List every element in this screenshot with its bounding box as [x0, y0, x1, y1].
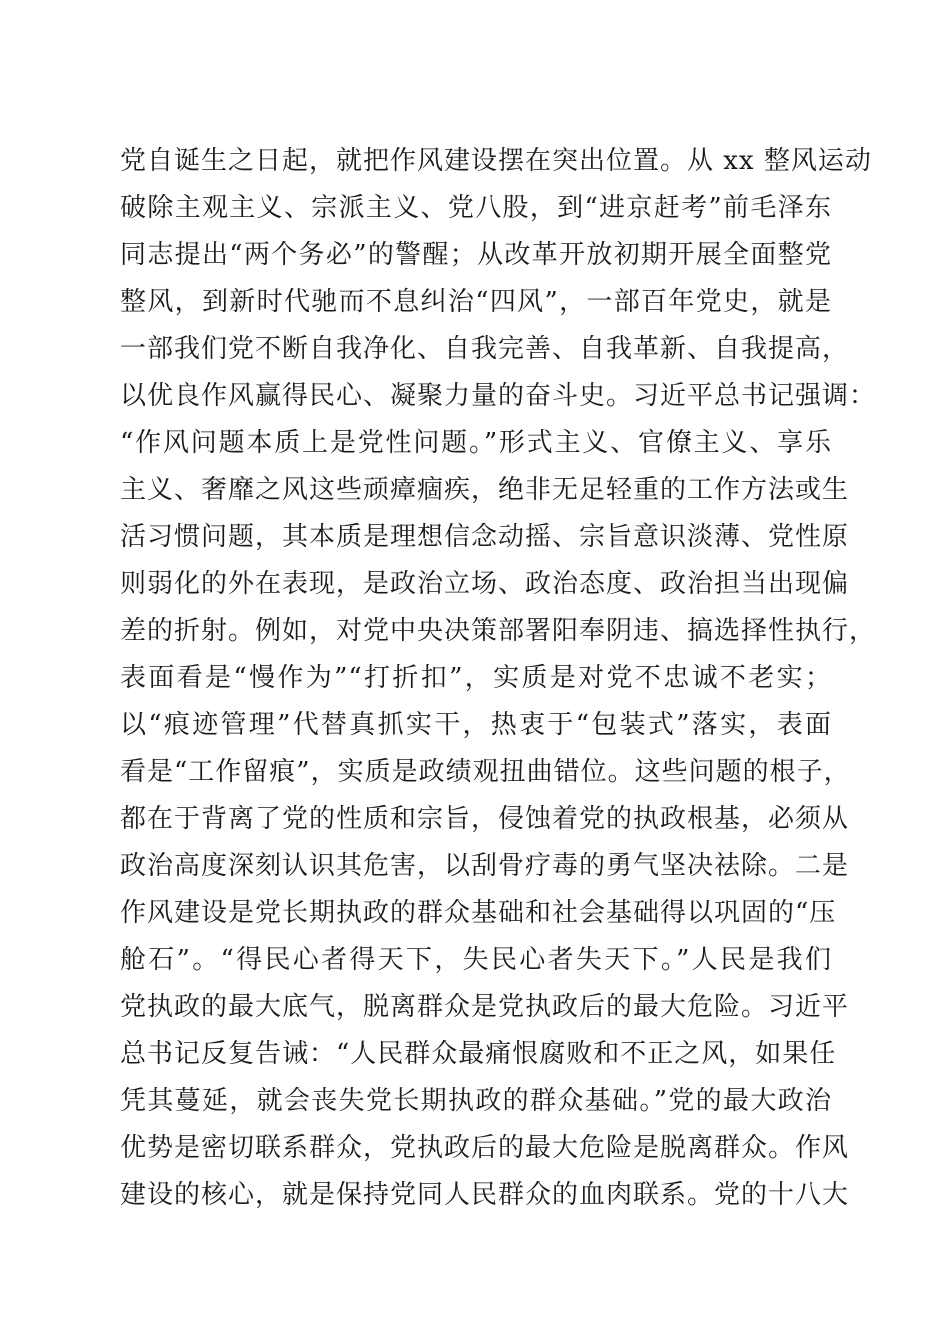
text-line: 建设的核心，就是保持党同人民群众的血肉联系。党的十八大 [120, 1180, 850, 1210]
text-line: 表面看是“慢作为”“打折扣”，实质是对党不忠诚不老实； [120, 663, 832, 693]
text-line: 破除主观主义、宗派主义、党八股，到“进京赶考”前毛泽东 [120, 193, 832, 223]
text-line: 优势是密切联系群众，党执政后的最大危险是脱离群众。作风 [120, 1133, 850, 1163]
text-line: 作风建设是党长期执政的群众基础和社会基础得以巩固的“压 [120, 898, 837, 928]
text-line: 差的折射。例如，对党中央决策部署阳奉阴违、搞选择性执行， [120, 616, 877, 646]
text-line: 党执政的最大底气，脱离群众是党执政后的最大危险。习近平 [120, 992, 850, 1022]
text-line: 活习惯问题，其本质是理想信念动摇、宗旨意识淡薄、党性原 [120, 522, 850, 552]
text-line: 凭其蔓延，就会丧失党长期执政的群众基础。”党的最大政治 [120, 1086, 832, 1116]
text-line: 整风，到新时代驰而不息纠治“四风”，一部百年党史，就是 [120, 287, 832, 317]
text-line: 党自诞生之日起，就把作风建设摆在突出位置。从 xx 整风运动 [120, 146, 872, 176]
text-line: 都在于背离了党的性质和宗旨，侵蚀着党的执政根基，必须从 [120, 804, 850, 834]
text-line: 一部我们党不断自我净化、自我完善、自我革新、自我提高， [120, 334, 850, 364]
text-line: 看是“工作留痕”，实质是政绩观扭曲错位。这些问题的根子， [120, 757, 851, 787]
text-line: 舱石”。“得民心者得天下，失民心者失天下。”人民是我们 [120, 945, 832, 975]
text-line: “作风问题本质上是党性问题。”形式主义、官僚主义、享乐 [120, 428, 832, 458]
text-line: 以“痕迹管理”代替真抓实干，热衷于“包装式”落实，表面 [120, 710, 832, 740]
text-line: 总书记反复告诫：“人民群众最痛恨腐败和不正之风，如果任 [120, 1039, 837, 1069]
text-line: 则弱化的外在表现，是政治立场、政治态度、政治担当出现偏 [120, 569, 850, 599]
body-paragraph [120, 138, 877, 1219]
text-line: 政治高度深刻认识其危害，以刮骨疗毒的勇气坚决祛除。二是 [120, 851, 850, 881]
text-line: 同志提出“两个务必”的警醒；从改革开放初期开展全面整党 [120, 240, 832, 270]
text-line: 主义、奢靡之风这些顽瘴痼疾，绝非无足轻重的工作方法或生 [120, 475, 850, 505]
text-line: 以优良作风赢得民心、凝聚力量的奋斗史。习近平总书记强调： [120, 381, 877, 411]
